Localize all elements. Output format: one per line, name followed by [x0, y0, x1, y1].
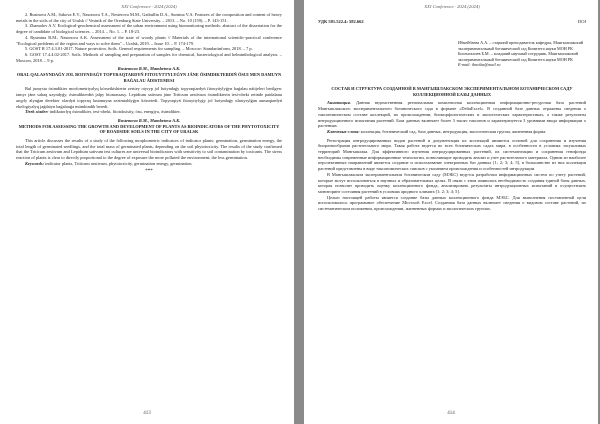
abstract-label: Аннотация.: [327, 100, 351, 106]
running-header: XXI Conference · 2024 (2024): [424, 4, 480, 9]
reference-item: 6. GOST 17.4.4.02-2017. Soils. Methods of sampling and preparation of samples for chemical, bacteriological and helminthological analysis. – Moscow, 2018. – 9 p.: [16, 51, 282, 63]
reference-item: 3. Zhamalov A.V. Ecological-geochemical assessment of the urban environment using biomonitoring methods: abstract of the dissertation for the degree of candidate of biological sciences. – 2014. – No. 1. – P. 18-23.: [16, 23, 282, 35]
left-page: [0, 0, 294, 424]
author-entry: Ибнейбаева А.А. – старший преподаватель кафедры, Мангышлакский экспериментальный ботанический сад Комитета науки МОН РК: [458, 40, 584, 51]
author-email: E-mail: ibneiba@mail.ru: [458, 62, 501, 67]
body-paragraph: В Мангышлакском экспериментальном ботаническом саду (МЭБС) ведутся разработки информационных систем по учету растений, которые могут использоваться в научных и образовательных целях. В связи с этим появилась необходимость создания единой базы данных, которая позволит проводить оценку коллекционного фонда, анализировать результаты интродукционных испытаний и осуществлять мониторинг состояния растений в условиях аридного климата [1; 2; 3; 4; 5].: [318, 171, 586, 194]
author-entry: Бисенгалиев Б.М. – младший научный сотрудник, Мангышлакский экспериментальный ботанический сад Комитета науки МОН РК: [458, 51, 579, 62]
doi-label: DOI: [578, 19, 586, 24]
reference-item: 4. Ryumina R.M., Nasonova A.K. Assessment of the state of woody plants // Materials of the international scientific-practical conference "Ecological problems of the region and ways to solve them" – Uralsk, 2019. – Issue 10. – P. 174-179.: [16, 34, 282, 46]
en-title: METHODS FOR ASSESSING THE GROWTH AND DEVELOPMENT OF PLANTS AS BIOINDICATORS OF THE PHYTOTOXICITY OF ROADSIDE SOILS IN THE CITY OF URALSK: [18, 123, 280, 135]
kz-keywords-label: Tirek sózder:: [25, 109, 49, 115]
body-paragraph: Целью настоящей работы является создание базы данных коллекционного фонда МЭБС. Для выполнения поставленной цели использовалось программное обеспечение Microsoft Excel. Созданная база данных включает сведения о видовом составе растений, их систематическом положении, происхождении, жизненных формах и экологических группах.: [318, 194, 586, 212]
body-paragraph: Регистрация интродуцированных видов растений и документация их коллекций являются основой для сохранения и изучения биоразнообразия растительного мира. Такая работа ведется во всех ботанических садах мира, в особенности в условиях засушливых территорий Мангышлака. Для эффективного изучения интродуцированных растений, их систематизации и сохранения генофонда необходимы современные информационные технологии, позволяющие проводить анализ и учет растительного материала. Одним из наиболее перспективных направлений является создание и использование электронных баз данных [1; 2; 3; 4; 5], в большинстве из них коллекции растений представлены в виде таксономических списков с указанием происхождения и особенностей интродукции.: [318, 137, 586, 172]
kz-abstract: Bul jumysta ósimdikter morfometriyalyq kórsetkishterin zerttey otyryp jol boiyndaǵy topyraqtardyń fitouyttylyǵyn baǵalau nátijeleri berilgen: tamyr jáne sabaq uzyndyǵy, ósimdikterdiń jalpy biomassasy. Lepidium sativum jáne Triticum aestivum ósimdikterin test-obekt retinde paidalanu arqyly alynǵan derekter olardyń topyraq lastanuyna sezimtaldyǵyn kórsetedi. Topyraqtyń fitouyttylyǵy jol boiyndaǵy ulastyrylǵan aumaqtardyń ekologiyalyq jaǵdaiyn baǵalauǵa múmkindik beredi.: [16, 86, 282, 109]
right-page: [304, 0, 598, 424]
kz-keywords: indikatorlyq ósimdikter, test-obekt, fitotoksisity, ósu, energiya, ósimdikter.: [49, 109, 181, 115]
section-separator: ***: [145, 168, 153, 174]
reference-item: 2. Rusinova A.M., Sakova E.V., Nasonova T.A., Nesterova M.M., Gaibullin D.A., Surnina V.A. Features of the composition and content of heavy metals in the soils of the city of Uralsk // Vestnik of the Orenburg State University. – 2013. – No. 10 (159). – P. 143-151.: [16, 12, 282, 23]
udc-code: УДК 581.522.4: 582.662: [318, 19, 364, 24]
en-authors: Rustemova R.M., Mambetova A.K.: [117, 117, 181, 123]
en-keywords-label: Keywords:: [25, 160, 45, 166]
keywords-text: коллекция, ботанический сад, база данных, интродукция, экологическая группа, жизненная форма.: [360, 128, 547, 134]
en-abstract: This article discusses the results of a study of the following morphometric indicators of indicator plants: germination, germination energy, the total length of germinated seedlings, and the total mass of germinated plants, depending on the soil phytotoxicity. The results of the study confirmed that the Triticum aestivum and Lepidium sativum test cultures are universal bioindicators with sensitivity to soil contamination by toxicants. The stress reaction of plants is clear to directly proportional to the degree of exposure the more polluted the environment, the less germination.: [16, 138, 282, 161]
article-title: СОСТАВ И СТРУКТУРА СОЗДАННОЙ В МАНГЫШЛАКСКОМ ЭКСПЕРИМЕНТАЛЬНОМ БОТАНИЧЕСКОМ САДУ КОЛЛЕКЦИОННОЙ БАЗЫ ДАННЫХ: [331, 86, 573, 97]
running-header: XXI Conference · 2024 (2024): [121, 4, 177, 9]
kz-title: ORAL QALASYNDAǴY JOL BOIYNDAǴY TOPYRAQTARDYŃ FITOUYTTYLYǴYN JÁNE ÓSIMDIKTERDIŃ ÓSUI MEN DAMUYN BAǴALAU ÁDISTEMESI: [16, 72, 282, 83]
keywords-label: Ключевые слова:: [327, 128, 360, 134]
abstract-text: Данная ведомственная региональная комплексная коллекционная информационно-ресурсная база растений Мангышлакского экспериментального ботанического сада в формате «DeltaExcel». В созданной базе данных отражены сведения о таксономическом составе коллекций, их происхождении, биоморфологических и экологических характеристиках, а также результаты интродукционного испытания растений. База данных включает более 3 тысяч таксонов и характеризуется 3 уровнями ввода информации о растениях.: [318, 100, 586, 129]
page-number: 413: [143, 411, 151, 416]
en-keywords: indicator plants, Triticum aestivum, phytotoxicity, germination energy, germination.: [45, 160, 193, 166]
author-block: [458, 40, 586, 68]
reference-item: 5. GOST R 17.4.3.01-2017. Nature protection. Soils. General requirements for sampling. – Moscow: Standartinform, 2018. – 7 p.: [25, 46, 253, 52]
page-number: 414: [447, 411, 455, 416]
kz-authors: Rustemova R.M., Mambetova A.K.: [117, 66, 181, 72]
